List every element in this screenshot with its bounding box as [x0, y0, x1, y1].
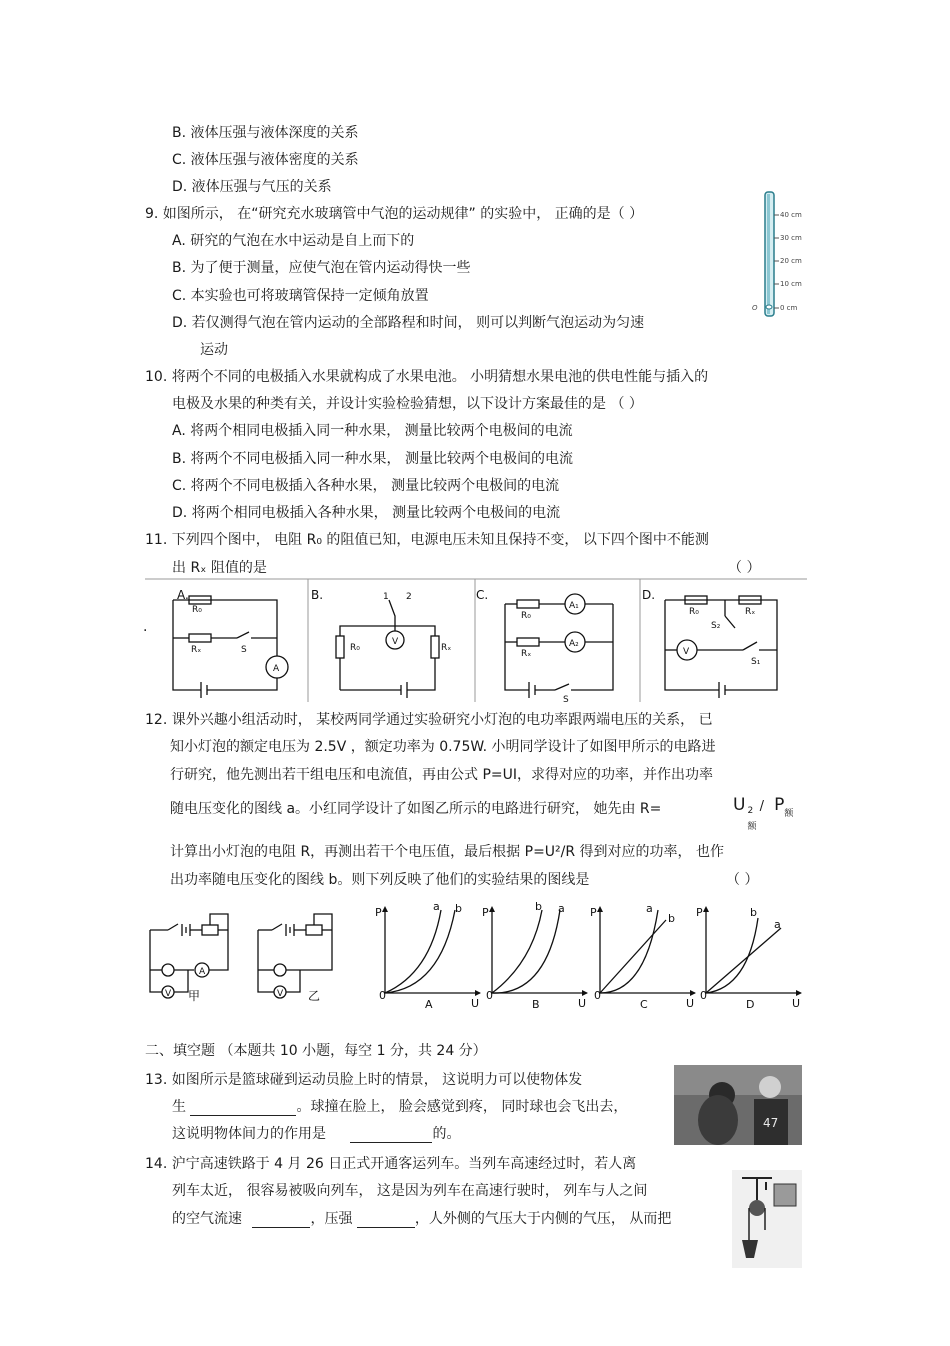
jia-voltmeter: V: [165, 989, 172, 999]
circuit-d-switch-s1: S₁: [751, 657, 761, 667]
formula-slash: /: [755, 799, 769, 814]
graph-A-curve-1: [385, 910, 441, 993]
q9-stem: 9. 如图所示， 在“研究充水玻璃管中气泡的运动规律” 的实验中， 正确的是（ ）: [145, 206, 644, 222]
circuit-b-r0: R₀: [350, 643, 360, 653]
q9-option-d-cont: 运动: [200, 342, 228, 358]
q8-option-c: C. 液体压强与液体密度的关系: [172, 152, 359, 168]
caption-jia: 甲: [188, 989, 201, 1003]
q14-line1: 14. 沪宁高速铁路于 4 月 26 日正式开通客运列车。当列车高速经过时，若人离: [145, 1156, 637, 1172]
yi-voltmeter: V: [277, 989, 284, 999]
graph-D-p-arrow: [703, 906, 709, 912]
tube-mark-10: 10 cm: [780, 280, 802, 288]
q12-formula: [733, 795, 794, 832]
glass-tube-figure: [748, 190, 810, 320]
tube-mark-0: 0 cm: [780, 304, 798, 312]
circuit-yi: [258, 914, 332, 998]
q14-blank-1[interactable]: [252, 1213, 310, 1228]
pulley-wheel: [749, 1200, 765, 1216]
circuit-c-label: C.: [476, 588, 489, 602]
q10-line1: 10. 将两个不同的电极插入水果就构成了水果电池。 小明猜想水果电池的供电性能与插入的: [145, 369, 709, 385]
tube-mark-40: 40 cm: [780, 211, 802, 219]
q11-answer-paren: （ ）: [728, 560, 761, 576]
graph-C-caption: C: [640, 998, 648, 1011]
graph-A-curve-2: [385, 910, 455, 993]
circuit-jia: [150, 914, 228, 998]
graph-B-curve-2: [492, 910, 560, 993]
q9-option-d: D. 若仅测得气泡在管内运动的全部路程和时间， 则可以判断气泡运动为匀速: [172, 315, 645, 331]
circuit-a-switch-s: S: [241, 645, 247, 655]
formula-p: P: [774, 795, 785, 815]
graph-C-curve-2: [600, 910, 658, 993]
q13-line3-end: 的。: [432, 1126, 461, 1142]
tube-mark-20: 20 cm: [780, 257, 802, 265]
graph-A-line-b: b: [455, 902, 462, 915]
graph-B-u-arrow: [582, 990, 588, 996]
circuit-a-label: A.: [177, 588, 189, 602]
graph-A-origin: 0: [379, 989, 386, 1002]
circuit-c: [505, 594, 613, 698]
q10-line2: 电极及水果的种类有关，并设计实验检验猜想，以下设计方案最佳的是 （ ）: [172, 396, 643, 412]
graph-A-u-arrow: [475, 990, 481, 996]
circuit-d: [665, 596, 777, 698]
q11-circuits-figure: [145, 578, 807, 704]
block: [774, 1184, 796, 1206]
q13-line3: [172, 1125, 460, 1143]
q8-option-d: D. 液体压强与气压的关系: [172, 179, 332, 195]
graph-D-p-label: P: [696, 906, 703, 919]
q12-line5: 计算出小灯泡的电阻 R，再测出若干个电压值，最后根据 P=U²/R 得到对应的功率， 也作: [170, 844, 725, 860]
player-right-head: [759, 1076, 781, 1098]
air-bubble: [766, 305, 772, 309]
q14-line3-start: 的空气流速: [172, 1211, 242, 1227]
q12-line6: 出功率随电压变化的图线 b。则下列反映了他们的实验结果的图线是: [170, 872, 590, 888]
circuit-d-label: D.: [642, 588, 656, 602]
graph-A-p-label: P: [375, 906, 382, 919]
q12-answer-paren: （ ）: [726, 872, 759, 888]
q12-line4: 随电压变化的图线 a。小红同学设计了如图乙所示的电路进行研究， 她先由 R=: [170, 801, 662, 817]
q13-line2-start: 生: [172, 1099, 186, 1115]
graph-C-u-label: U: [686, 997, 695, 1010]
graph-B-u-label: U: [578, 997, 587, 1010]
graph-D-caption: D: [746, 998, 755, 1011]
q11-line1: 11. 下列四个图中， 电阻 R₀ 的阻值已知，电源电压未知且保持不变， 以下四个图中不能测: [145, 532, 709, 548]
circuit-b-pos2: 2: [406, 592, 412, 602]
jia-ammeter: A: [199, 967, 206, 977]
circuit-b-rx: Rₓ: [441, 643, 452, 653]
circuit-a-rx: Rₓ: [191, 645, 202, 655]
q13-blank-1[interactable]: [190, 1101, 296, 1116]
graph-B-origin: 0: [486, 989, 493, 1002]
circuit-b-pos1: 1: [383, 592, 389, 602]
tube-mark-30: 30 cm: [780, 234, 802, 242]
graph-C-origin: 0: [594, 989, 601, 1002]
q9-option-b: B. 为了便于测量，应使气泡在管内运动得快一些: [172, 260, 471, 276]
graph-B-p-arrow: [489, 906, 495, 912]
graph-A-u-label: U: [471, 997, 480, 1010]
player-left: [698, 1095, 738, 1145]
graph-B-p-label: P: [482, 906, 489, 919]
circuit-c-ammeter-2: A₂: [569, 639, 579, 649]
circuit-a-r0: R₀: [192, 605, 202, 615]
formula-sub-rated-p: 额: [784, 809, 794, 819]
q8-option-b: B. 液体压强与液体深度的关系: [172, 125, 359, 141]
graph-A-caption: A: [425, 998, 433, 1011]
graph-D-curve-2: [706, 928, 781, 993]
graph-D-u-arrow: [796, 990, 802, 996]
q14-line3-end: ，人外侧的气压大于内侧的气压， 从而把: [414, 1211, 672, 1227]
q10-option-d: D. 将两个相同电极插入各种水果， 测量比较两个电极间的电流: [172, 505, 561, 521]
formula-sub-rated-u: 额: [747, 822, 757, 832]
pulley-figure: [732, 1170, 802, 1268]
q14-line3: [172, 1210, 671, 1228]
circuit-b-label: B.: [311, 588, 324, 602]
q12-line2: 知小灯泡的额定电压为 2.5V ，额定功率为 0.75W. 小明同学设计了如图甲所示的电路进: [170, 739, 716, 755]
q13-line1: 13. 如图所示是篮球碰到运动员脸上时的情景， 这说明力可以使物体发: [145, 1072, 583, 1088]
section2-title: 二、填空题 （本题共 10 小题，每空 1 分，共 24 分）: [145, 1043, 487, 1059]
q11-line2: 出 Rₓ 阻值的是: [172, 560, 267, 576]
graph-D-line-a: a: [774, 918, 781, 931]
q14-blank-2[interactable]: [357, 1213, 415, 1228]
q10-option-c: C. 将两个不同电极插入各种水果， 测量比较两个电极间的电流: [172, 478, 560, 494]
graph-C-u-arrow: [690, 990, 696, 996]
graph-B-curve-1: [492, 910, 542, 993]
jersey-number: 47: [763, 1116, 779, 1130]
circuit-b-voltmeter: V: [392, 637, 399, 647]
formula-u: U: [733, 795, 746, 815]
circuit-d-rx: Rₓ: [745, 607, 756, 617]
q14-line3-mid: ，压强: [310, 1211, 353, 1227]
graph-C-line-b: b: [668, 912, 675, 925]
q12-figures: [140, 900, 805, 1012]
graph-A-p-arrow: [382, 906, 388, 912]
circuit-d-voltmeter: V: [683, 647, 690, 657]
q12-line1: 12. 课外兴趣小组活动时， 某校两同学通过实验研究小灯泡的电功率跟两端电压的关系， 已: [145, 712, 713, 728]
q13-line2: [172, 1098, 627, 1116]
circuit-d-switch-s2: S₂: [711, 621, 721, 631]
graph-C-line-a: a: [646, 902, 653, 915]
graph-B-caption: B: [532, 998, 540, 1011]
q14-line2: 列车太近， 很容易被吸向列车， 这是因为列车在高速行驶时， 列车与人之间: [172, 1183, 648, 1199]
basketball-photo: [674, 1065, 802, 1145]
caption-yi: 乙: [308, 989, 321, 1003]
circuit-c-r0: R₀: [521, 611, 531, 621]
q10-option-b: B. 将两个不同电极插入同一种水果， 测量比较两个电极间的电流: [172, 451, 573, 467]
circuit-c-switch-s: S: [563, 695, 569, 704]
circuit-c-ammeter-1: A₁: [569, 601, 579, 611]
q9-option-c: C. 本实验也可将玻璃管保持一定倾角放置: [172, 288, 429, 304]
q10-option-a: A. 将两个相同电极插入同一种水果， 测量比较两个电极间的电流: [172, 423, 573, 439]
graph-C-p-arrow: [597, 906, 603, 912]
formula-sup: 2: [747, 806, 754, 816]
q12-line3: 行研究，他先测出若干组电压和电流值，再由公式 P=UI，求得对应的功率，并作出功率: [170, 767, 713, 783]
graph-C-curve-1: [600, 920, 666, 993]
circuit-a-ammeter: A: [273, 664, 280, 674]
circuit-c-rx: Rₓ: [521, 649, 532, 659]
q13-blank-2[interactable]: [350, 1128, 432, 1143]
q11-stray-dot: .: [143, 619, 148, 635]
q13-line2-end: 。球撞在脸上， 脸会感觉到疼， 同时球也会飞出去，: [296, 1099, 628, 1115]
tube-water: [767, 194, 770, 314]
graph-D-line-b: b: [750, 906, 757, 919]
q13-line3-start: 这说明物体间力的作用是: [172, 1126, 326, 1142]
tube-origin-label: O: [752, 304, 758, 312]
graph-D-u-label: U: [792, 997, 801, 1010]
graph-B-line-a: a: [558, 902, 565, 915]
graph-A-line-a: a: [433, 900, 440, 913]
graph-C-p-label: P: [590, 906, 597, 919]
q9-option-a: A. 研究的气泡在水中运动是自上而下的: [172, 233, 415, 249]
circuit-d-r0: R₀: [689, 607, 699, 617]
graph-B-line-b: b: [535, 900, 542, 913]
graph-D-origin: 0: [700, 989, 707, 1002]
